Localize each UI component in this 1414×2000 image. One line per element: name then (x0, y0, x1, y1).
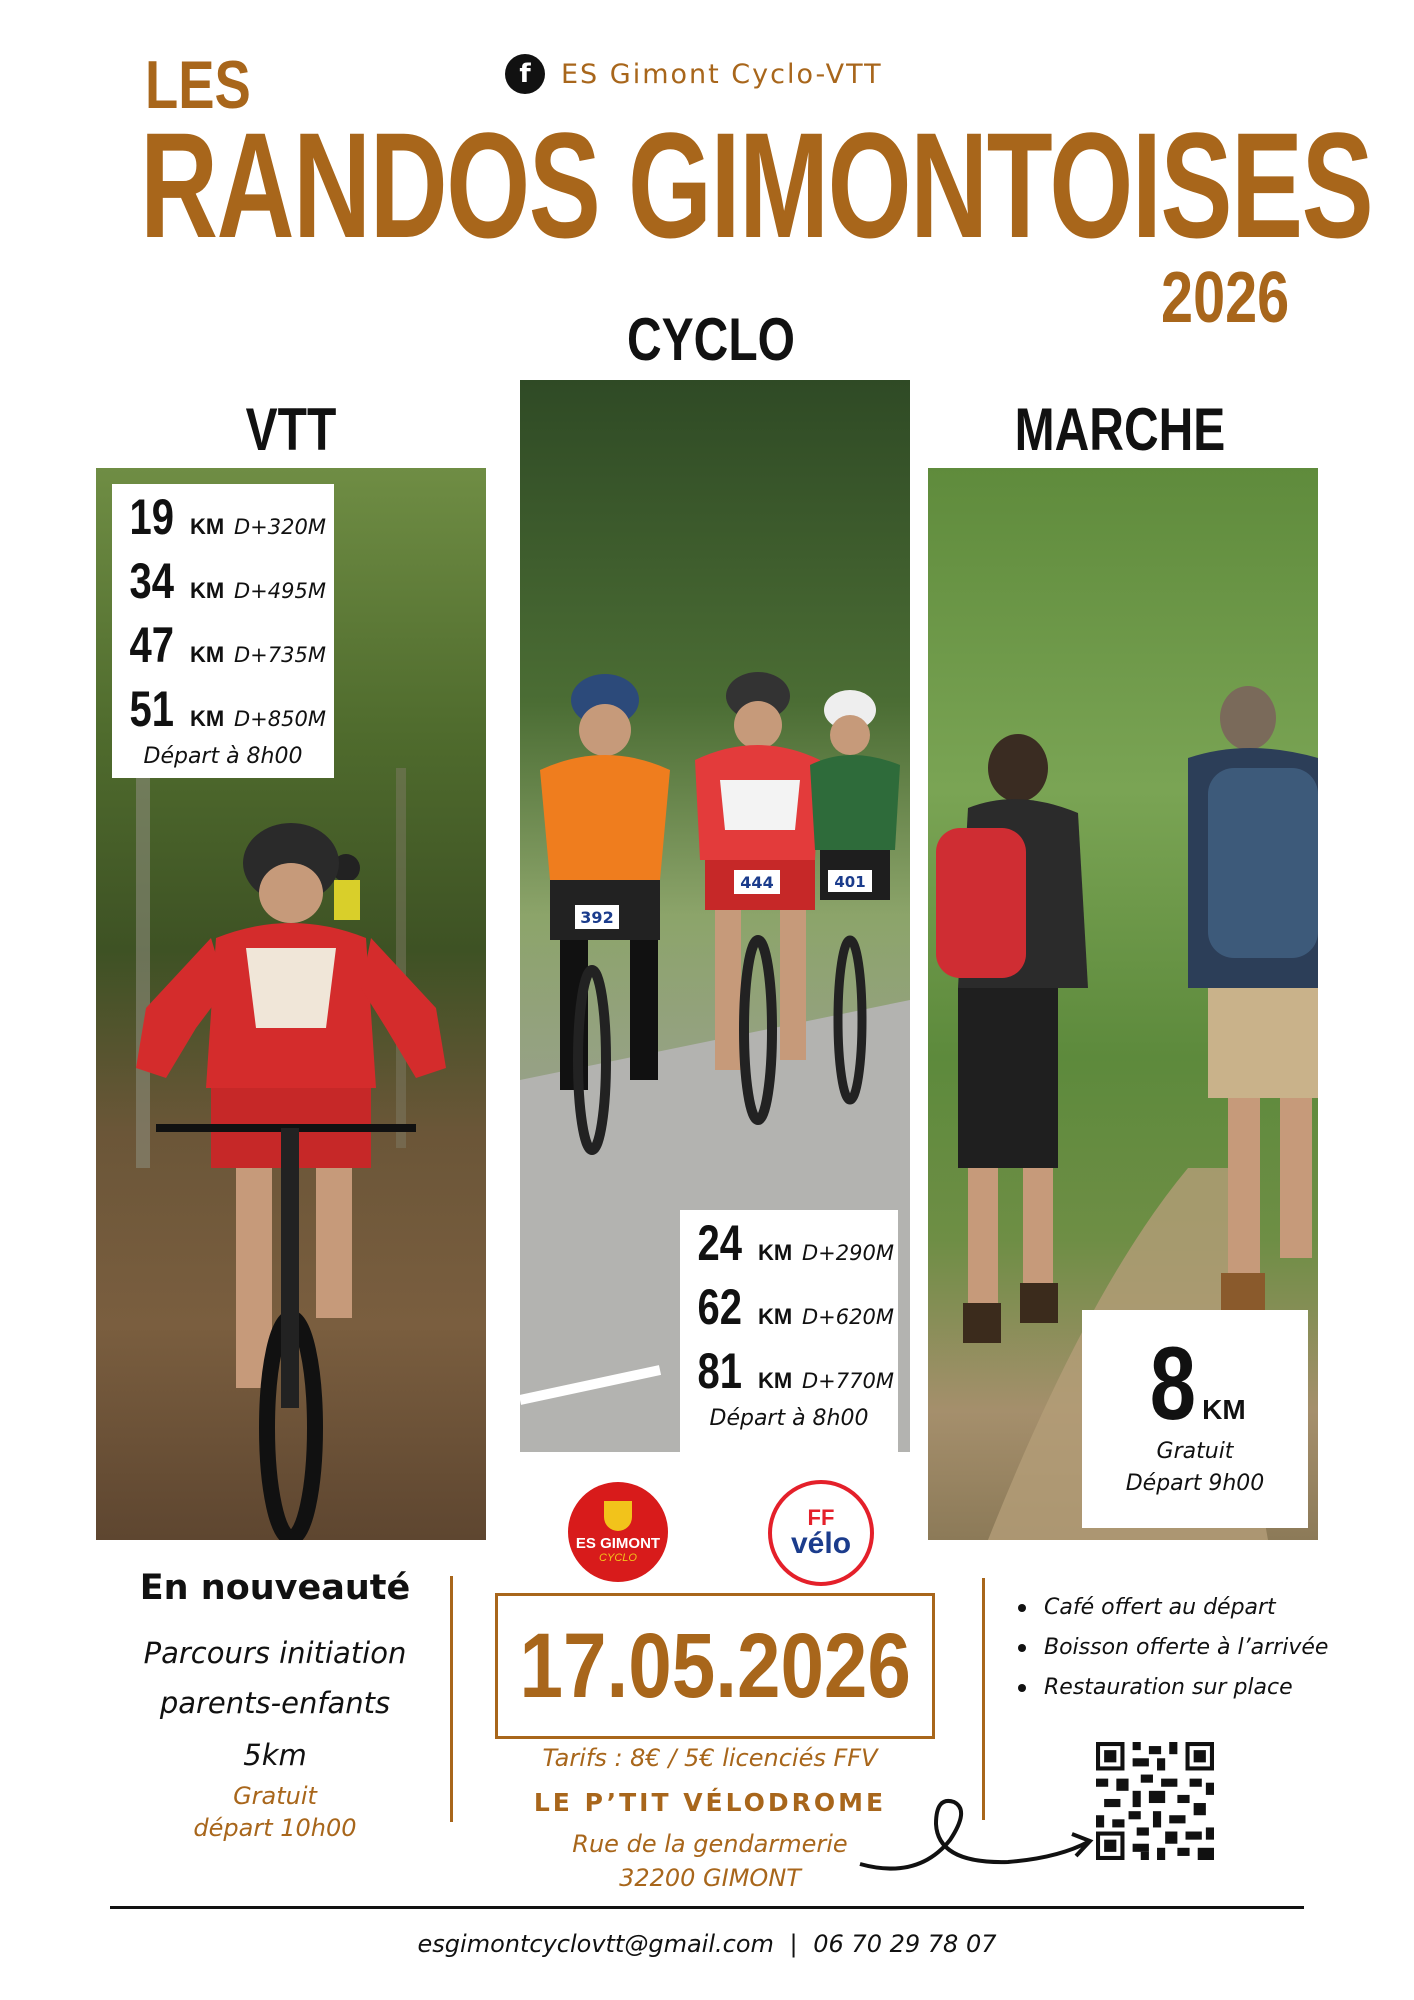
perks-list (1010, 1588, 1350, 1708)
cyclo-heading: CYCLO (627, 306, 795, 373)
route-unit: KM (190, 578, 225, 603)
route-distance: 81 (697, 1343, 742, 1399)
cyclo-depart-time: Départ à 8h00 (709, 1406, 869, 1431)
route-distance: 47 (129, 617, 174, 673)
perk-item: Boisson offerte à l’arrivée (1010, 1628, 1350, 1668)
new-feature-line2: parents-enfants (159, 1686, 391, 1720)
cyclo-routes-box (680, 1210, 898, 1454)
event-tarifs: Tarifs : 8€ / 5€ licenciés FFV (542, 1744, 878, 1772)
perk-item: Restauration sur place (1010, 1668, 1350, 1708)
marche-heading: MARCHE (1014, 396, 1226, 463)
title-prefix: LES (145, 47, 251, 123)
vtt-depart-time: Départ à 8h00 (143, 744, 303, 769)
curly-arrow-icon (858, 1780, 1098, 1890)
new-feature-distance: 5km (243, 1738, 307, 1772)
event-date-box (495, 1593, 935, 1739)
contact-footer (0, 1930, 1414, 1958)
route-unit: KM (190, 706, 225, 731)
event-date: 17.05.2026 (519, 1614, 911, 1717)
route-unit: KM (190, 514, 225, 539)
ffv-logo-top: FF (807, 1505, 835, 1530)
marche-depart-time: Départ 9h00 (1125, 1471, 1265, 1496)
route-distance: 51 (129, 681, 174, 737)
vtt-routes-box (112, 484, 334, 778)
cyclo-route-row (680, 1214, 898, 1278)
route-distance: 24 (697, 1215, 742, 1271)
qr-code[interactable] (1096, 1742, 1214, 1860)
venue-name: LE P’TIT VÉLODROME (533, 1788, 887, 1817)
route-distance: 19 (129, 489, 174, 545)
contact-separator: | (789, 1930, 798, 1958)
club-logo-name: ES GIMONT (575, 1534, 661, 1552)
route-unit: KM (758, 1368, 793, 1393)
route-elevation: D+620M (802, 1305, 894, 1329)
bib-number: 392 (580, 908, 614, 927)
new-feature-price: Gratuit (233, 1782, 317, 1810)
footer-divider (110, 1906, 1304, 1909)
marche-unit: KM (1202, 1394, 1246, 1425)
es-gimont-logo (568, 1482, 668, 1582)
new-feature-depart: départ 10h00 (193, 1814, 357, 1842)
new-feature-line1: Parcours initiation (143, 1636, 407, 1670)
vtt-route-row (112, 680, 334, 744)
venue-city: 32200 GIMONT (619, 1864, 801, 1892)
divider-left (450, 1576, 453, 1822)
shield-icon (604, 1501, 632, 1531)
venue-street: Rue de la gendarmerie (572, 1830, 848, 1858)
bib-number: 444 (740, 873, 774, 892)
facebook-icon: f (505, 54, 545, 94)
contact-email[interactable]: esgimontcyclovtt@gmail.com (417, 1930, 774, 1958)
new-feature-info (110, 1780, 440, 1844)
vtt-heading: VTT (245, 396, 337, 463)
new-feature-title: En nouveauté (139, 1568, 411, 1608)
ff-velo-logo (768, 1480, 874, 1586)
marche-info-box (1082, 1310, 1308, 1528)
marche-distance: 8 (1150, 1326, 1197, 1442)
contact-phone[interactable]: 06 70 29 78 07 (813, 1930, 997, 1958)
route-unit: KM (758, 1240, 793, 1265)
route-elevation: D+290M (802, 1241, 894, 1265)
event-title: RANDOS GIMONTOISES (140, 101, 1373, 269)
route-elevation: D+770M (802, 1369, 894, 1393)
new-feature-description (110, 1628, 440, 1728)
route-distance: 34 (129, 553, 174, 609)
cyclo-route-row (680, 1342, 898, 1406)
facebook-link[interactable] (505, 52, 883, 96)
route-distance: 62 (697, 1279, 742, 1335)
route-elevation: D+495M (234, 579, 326, 603)
route-elevation: D+850M (234, 707, 326, 731)
facebook-page-name: ES Gimont Cyclo-VTT (561, 58, 883, 90)
route-unit: KM (190, 642, 225, 667)
vtt-route-row (112, 488, 334, 552)
bib-number: 401 (834, 873, 866, 891)
perk-item: Café offert au départ (1010, 1588, 1350, 1628)
club-logo-sub: CYCLO (599, 1551, 637, 1564)
route-elevation: D+320M (234, 515, 326, 539)
marche-price: Gratuit (1156, 1439, 1234, 1464)
event-year: 2026 (1160, 258, 1289, 338)
ffv-logo-bottom: vélo (790, 1527, 852, 1560)
route-unit: KM (758, 1304, 793, 1329)
cyclo-route-row (680, 1278, 898, 1342)
route-elevation: D+735M (234, 643, 326, 667)
vtt-route-row (112, 616, 334, 680)
vtt-route-row (112, 552, 334, 616)
